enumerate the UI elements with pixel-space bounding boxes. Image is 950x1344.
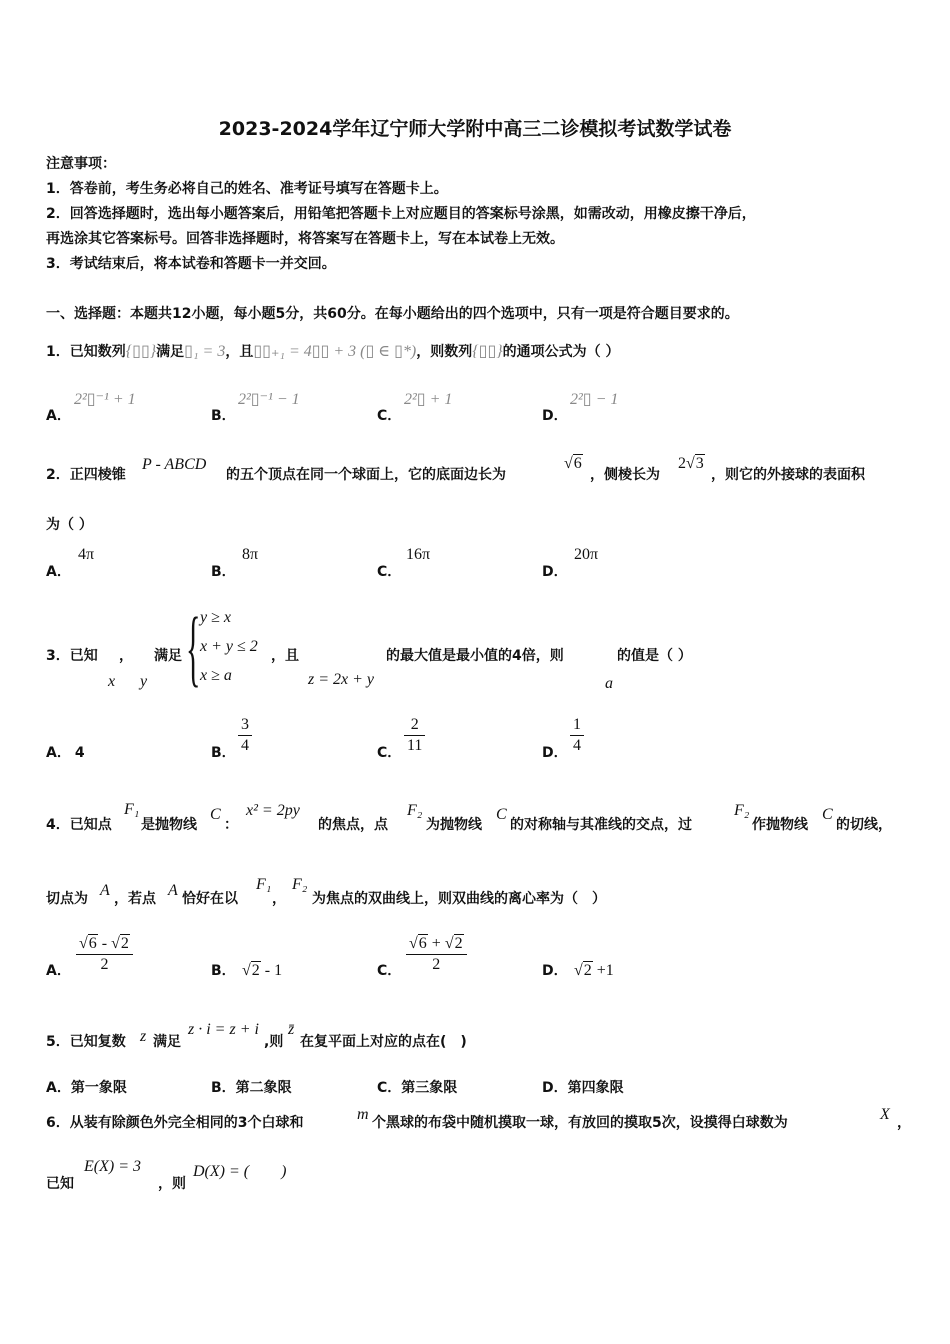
notice-item: 3．考试结束后，将本试卷和答题卡一并交回。	[46, 256, 336, 272]
q2-option-a-label[interactable]: A．	[46, 564, 71, 580]
q4-text: ，若点	[114, 891, 156, 907]
sqrt-sign: √6	[564, 455, 582, 472]
q2-option-a-formula: 4π	[78, 546, 95, 563]
sqrt-sign: √6	[409, 935, 427, 952]
sqrt-sign: √2	[444, 935, 463, 952]
q2-base-formula	[564, 455, 583, 473]
q4-c-formula: C	[822, 806, 833, 823]
q4-text: 切点为	[46, 891, 88, 907]
q5-zbar-formula: z̄	[288, 1021, 295, 1038]
q5-option-b[interactable]: B．第二象限	[211, 1080, 292, 1096]
q3-text: ，	[119, 648, 133, 664]
q6-m-formula: m	[357, 1106, 369, 1123]
q3-x-formula: x	[108, 673, 116, 690]
sqrt-sign: √3	[686, 455, 704, 472]
q4-a-formula: A	[100, 882, 110, 899]
q1-text: 1．已知数列	[46, 344, 126, 360]
q4-option-c-fraction: $\frac{√6 + √2}{2}$	[406, 934, 467, 975]
q3-system-brace: {	[186, 599, 201, 695]
sqrt-sign: √2	[242, 962, 260, 979]
q4-option-d-label[interactable]: D．	[542, 963, 568, 979]
q2-option-d-label[interactable]: D．	[542, 564, 568, 580]
q4-option-a-label[interactable]: A．	[46, 963, 71, 979]
q3-option-d-label[interactable]: D．	[542, 745, 568, 761]
q1-seq-formula: {▯▯}	[125, 343, 157, 360]
q1-option-c-formula: 2²▯ + 1	[404, 391, 453, 408]
q2-text: 2．正四棱锥	[46, 467, 126, 483]
q2-text: ，则它的外接球的表面积	[711, 467, 865, 483]
notice-item: 1．答卷前，考生务必将自己的姓名、准考证号填写在答题卡上。	[46, 181, 448, 197]
q6-ex-formula: E(X) = 3	[84, 1158, 141, 1175]
q3-a-formula: a	[605, 675, 613, 692]
q3-z-formula: z = 2x + y	[308, 671, 375, 688]
sqrt-sign: √2	[574, 962, 592, 979]
q3-text: 3．已知	[46, 648, 98, 664]
notice-item: 再选涂其它答案标号。回答非选择题时，将答案写在答题卡上，写在本试卷上无效。	[46, 231, 564, 247]
q4-f2-formula: F₂	[407, 802, 423, 819]
q6-dx-formula: D(X) = ( )	[193, 1163, 287, 1180]
q2-option-b-label[interactable]: B．	[211, 564, 236, 580]
q3-system-line: x + y ≤ 2	[200, 638, 258, 655]
q6-x-formula: X	[880, 1106, 890, 1123]
q4-text: 恰好在以	[182, 891, 238, 907]
q5-eq-formula: z · i = z + i	[188, 1021, 259, 1038]
q4-eq-formula: x² = 2py	[246, 802, 300, 819]
q6-text: 已知	[46, 1176, 74, 1192]
q6-text: ，则	[158, 1176, 186, 1192]
q4-text: 的对称轴与其准线的交点，过	[510, 817, 692, 833]
q2-option-b-formula: 8π	[242, 546, 259, 563]
q1-text: ，则数列	[416, 344, 473, 360]
q3-text: 满足	[154, 648, 182, 664]
q1-option-b-formula: 2²▯⁻¹ − 1	[238, 391, 300, 408]
q4-text: ：	[224, 817, 238, 833]
q1-cond1-formula: ▯₁ = 3	[184, 343, 226, 360]
q4-option-d-formula: √2 +1	[574, 962, 614, 979]
q4-option-c-label[interactable]: C．	[377, 963, 402, 979]
q3-y-formula: y	[140, 673, 148, 690]
q6-text: 个黑球的布袋中随机摸取一球，有放回的摸取5次，设摸得白球数为	[372, 1115, 788, 1131]
q3-text: ，且	[271, 648, 299, 664]
notice-heading: 注意事项：	[46, 156, 116, 172]
q6-text: 6．从装有除颜色外完全相同的3个白球和	[46, 1115, 304, 1131]
q3-system-line: x ≥ a	[200, 667, 232, 684]
q4-option-b-label[interactable]: B．	[211, 963, 236, 979]
q4-text: 是抛物线	[141, 817, 197, 833]
q3-option-b-label[interactable]: B．	[211, 745, 236, 761]
notice-item: 2．回答选择题时，选出每小题答案后，用铅笔把答题卡上对应题目的答案标号涂黑，如需改动，用橡皮擦干净后，	[46, 206, 756, 222]
q2-option-c-formula: 16π	[406, 546, 431, 563]
q4-text: 为焦点的双曲线上，则双曲线的离心率为（ ）	[312, 891, 606, 907]
q3-text: 的值是（ ）	[617, 648, 692, 664]
sqrt-sign: √6	[79, 935, 97, 952]
q5-text: 5．已知复数	[46, 1034, 126, 1050]
q4-text: 4．已知点	[46, 817, 112, 833]
q6-text: ，	[897, 1115, 911, 1131]
q3-option-b-fraction: $\frac{3}{4}$	[238, 715, 252, 756]
q2-pyramid-formula: P - ABCD	[142, 456, 207, 473]
q4-f2-formula: F₂	[734, 802, 750, 819]
q3-option-c-label[interactable]: C．	[377, 745, 402, 761]
q1-seq-formula: {▯▯}	[472, 343, 503, 360]
q1-text: 的通项公式为（ ）	[502, 344, 620, 360]
q4-option-a-fraction: $\frac{√6 - √2}{2}$	[76, 934, 133, 975]
q1-option-b-label[interactable]: B．	[211, 408, 236, 424]
q4-c-formula: C	[496, 806, 507, 823]
q1-option-d-formula: 2²▯ − 1	[570, 391, 619, 408]
q1-cond2-formula: ▯▯₊₁ = 4▯▯ + 3 (▯ ∈ ▯*)	[253, 343, 417, 360]
page-title: 2023-2024学年辽宁师大学附中高三二诊模拟考试数学试卷	[218, 118, 732, 140]
q5-option-c[interactable]: C．第三象限	[377, 1080, 458, 1096]
q5-text: 在复平面上对应的点在( )	[300, 1034, 467, 1050]
q1-option-c-label[interactable]: C．	[377, 408, 402, 424]
q1-stem	[46, 341, 620, 361]
q4-option-b-formula: √2 - 1	[242, 962, 283, 979]
q3-option-d-fraction: $\frac{1}{4}$	[570, 715, 584, 756]
q1-text: ，且	[225, 344, 254, 360]
q4-c-formula: C	[210, 806, 221, 823]
q3-option-c-fraction: $\frac{2}{11}$	[404, 715, 425, 756]
q5-text: ,则	[264, 1034, 284, 1050]
q1-text: 满足	[156, 344, 185, 360]
q2-option-d-formula: 20π	[574, 546, 599, 563]
q1-option-a-formula: 2²▯⁻¹ + 1	[74, 391, 136, 408]
q3-system-line: y ≥ x	[200, 609, 231, 626]
sqrt-sign: √2	[111, 935, 129, 952]
q2-option-c-label[interactable]: C．	[377, 564, 402, 580]
q4-f1-formula: F₁	[124, 801, 140, 818]
q4-text: 为抛物线	[426, 817, 482, 833]
q4-text: 作抛物线	[752, 817, 808, 833]
q4-text: ，	[272, 891, 286, 907]
q4-f1-formula: F₁	[256, 876, 272, 893]
q2-text: 的五个顶点在同一个球面上，它的底面边长为	[226, 467, 506, 483]
q5-z-formula: z	[140, 1028, 147, 1045]
q4-text: 的焦点，点	[318, 817, 388, 833]
q3-text: 的最大值是最小值的4倍，则	[386, 648, 564, 664]
q1-option-a-label[interactable]: A．	[46, 408, 71, 424]
q2-text: 为（ ）	[46, 517, 93, 533]
q5-option-d[interactable]: D．第四象限	[542, 1080, 624, 1096]
q4-a-formula: A	[168, 882, 178, 899]
q5-option-a[interactable]: A．第一象限	[46, 1080, 127, 1096]
q2-edge-formula: 2√3	[678, 455, 704, 472]
q4-text: 的切线，	[836, 817, 892, 833]
q1-option-d-label[interactable]: D．	[542, 408, 568, 424]
q3-option-a[interactable]: A． 4	[46, 745, 85, 761]
section-heading: 一、选择题：本题共12小题，每小题5分，共60分。在每小题给出的四个选项中，只有一项是符合题目要求的。	[46, 306, 739, 322]
q5-text: 满足	[153, 1034, 181, 1050]
q4-f2-formula: F₂	[292, 876, 308, 893]
q2-text: ，侧棱长为	[590, 467, 660, 483]
